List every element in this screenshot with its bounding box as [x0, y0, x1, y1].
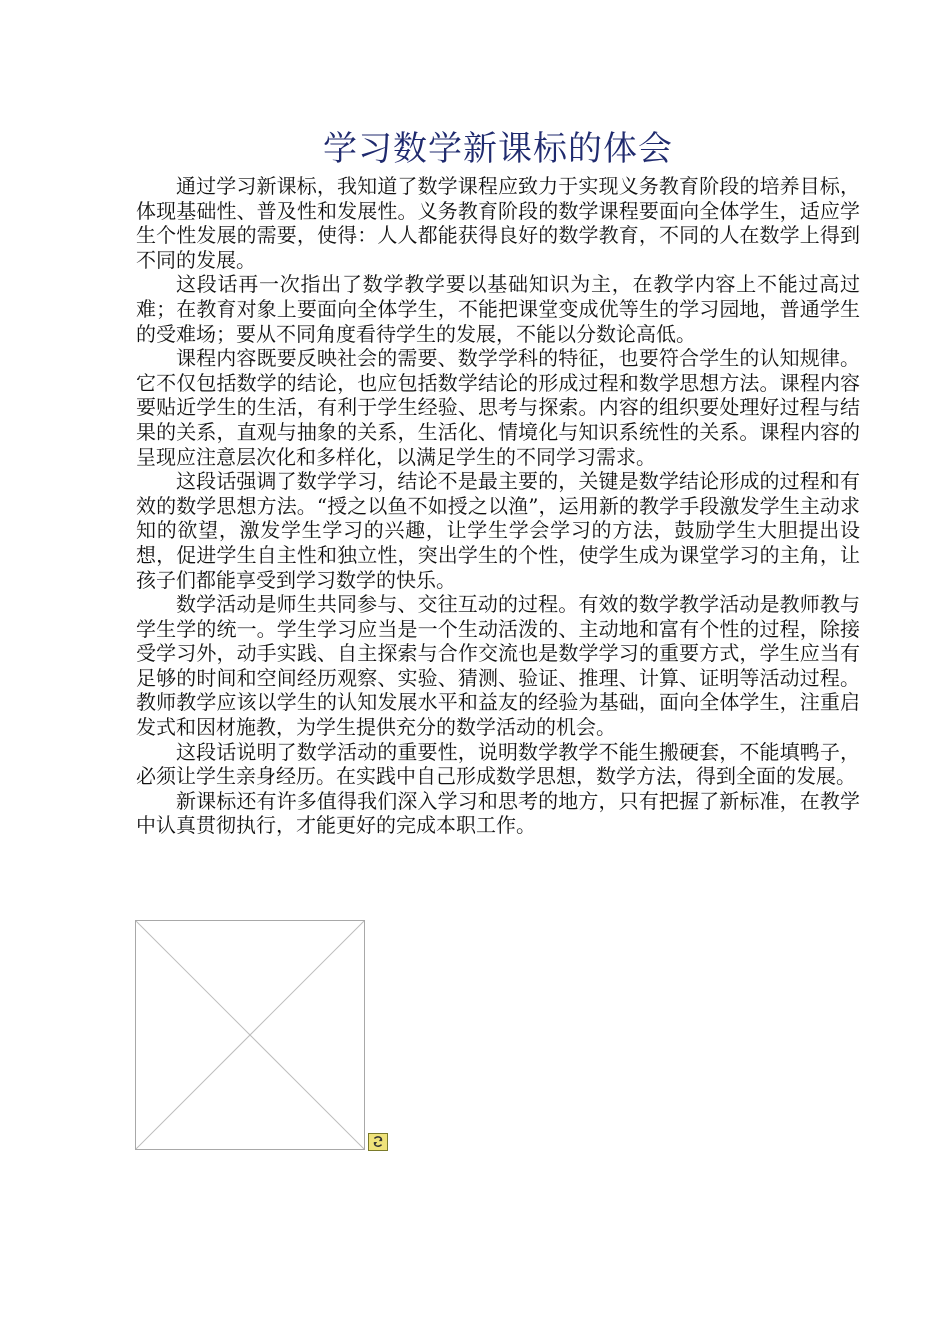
paragraph: 这段话强调了数学学习，结论不是最主要的，关键是数学结论形成的过程和有效的数学思想方法。“授之以鱼不如授之以渔”，运用新的教学手段激发学生主动求知的欲望，激发学生学习的兴趣，让学生学会学习的方法，鼓励学生大胆提出设想，促进学生自主性和独立性，突出学生的个性，使学生成为课堂学习的主角，让孩子们都能享受到学习数学的快乐。 — [136, 469, 860, 592]
paragraph: 通过学习新课标，我知道了数学课程应致力于实现义务教育阶段的培养目标，体现基础性、普及性和发展性。义务教育阶段的数学课程要面向全体学生，适应学生个性发展的需要，使得：人人都能获得良好的数学教育，不同的人在数学上得到不同的发展。 — [136, 174, 860, 272]
paragraph: 新课标还有许多值得我们深入学习和思考的地方，只有把握了新标准，在教学中认真贯彻执行，才能更好的完成本职工作。 — [136, 788, 860, 838]
paragraph: 数学活动是师生共同参与、交往互动的过程。有效的数学教学活动是教师教与学生学的统一。学生学习应当是一个生动活泼的、主动地和富有个性的过程，除接受学习外，动手实践、自主探索与合作交流也是数学学习的重要方式，学生应当有足够的时间和空间经历观察、实验、猜测、验证、推理、计算、证明等活动过程。教师教学应该以学生的认知发展水平和益友的经验为基础，面向全体学生，注重启发式和因材施教，为学生提供充分的数学活动的机会。 — [136, 592, 860, 740]
paragraph: 这段话再一次指出了数学教学要以基础知识为主，在教学内容上不能过高过难；在教育对象上要面向全体学生，不能把课堂变成优等生的学习园地，普通学生的受难场；要从不同角度看待学生的发展，不能以分数论高低。 — [136, 272, 860, 346]
image-placeholder[interactable] — [135, 920, 365, 1150]
document-body — [136, 174, 860, 838]
paragraph: 这段话说明了数学活动的重要性，说明数学教学不能生搬硬套，不能填鸭子，必须让学生亲身经历。在实践中自己形成数学思想，数学方法，得到全面的发展。 — [136, 739, 860, 789]
broken-image-icon — [136, 921, 364, 1149]
paragraph: 课程内容既要反映社会的需要、数学学科的特征，也要符合学生的认知规律。它不仅包括数学的结论，也应包括数学结论的形成过程和数学思想方法。课程内容要贴近学生的生活，有利于学生经验、思考与探索。内容的组织要处理好过程与结果的关系，直观与抽象的关系，生活化、情境化与知识系统性的关系。课程内容的呈现应注意层次化和多样化，以满足学生的不同学习需求。 — [136, 346, 860, 469]
document-title: 学习数学新课标的体会 — [323, 129, 673, 169]
embedded-object-icon[interactable] — [368, 1133, 388, 1151]
